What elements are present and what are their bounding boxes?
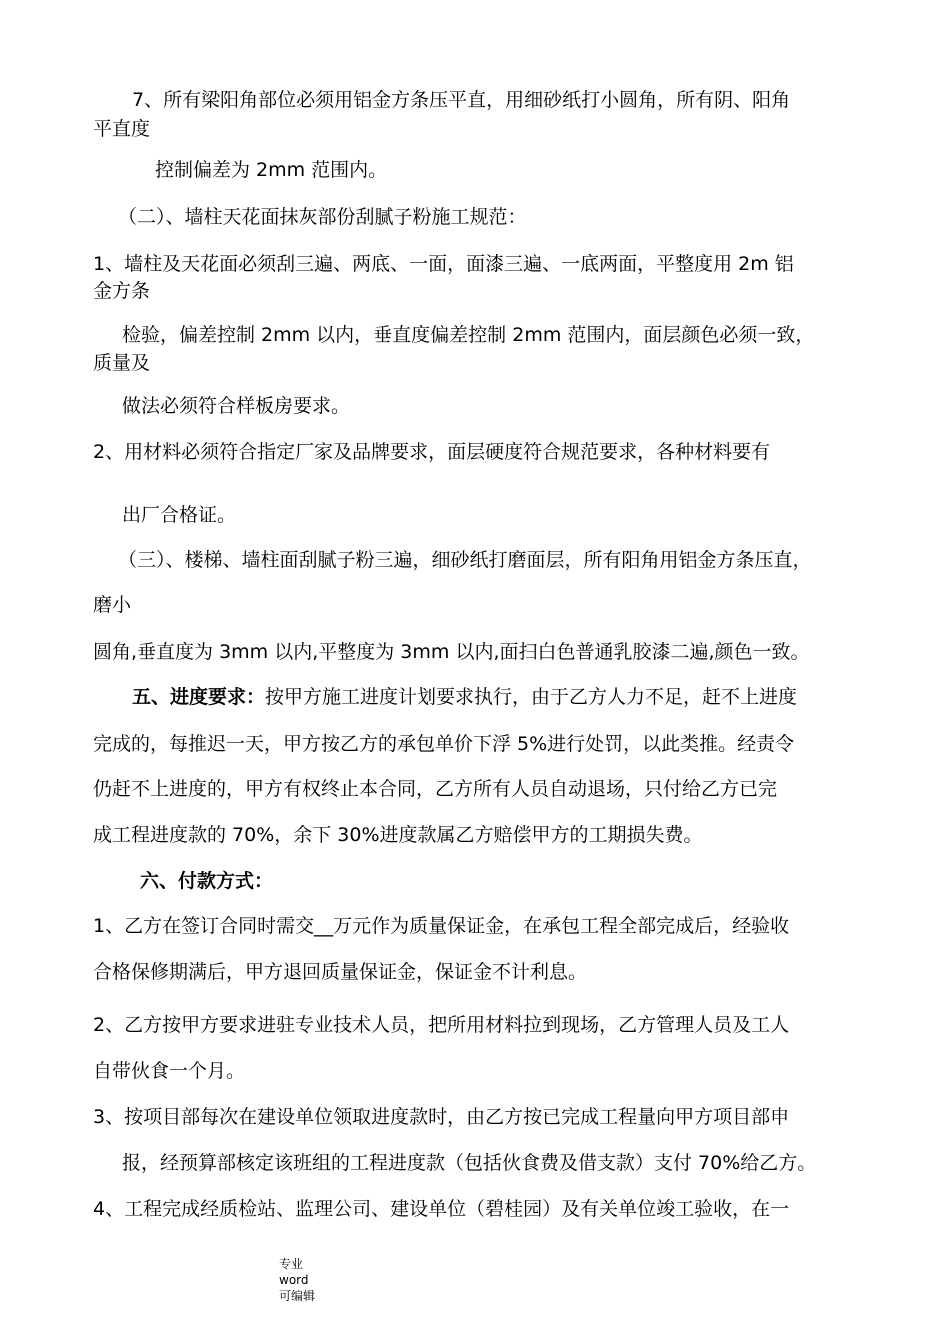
paragraph-line: 出厂合格证。 bbox=[122, 504, 237, 526]
footer-line: 专业 bbox=[279, 1257, 304, 1271]
paragraph-line: 磨小 bbox=[93, 594, 132, 616]
paragraph-line: 圆角,垂直度为 3mm 以内,平整度为 3mm 以内,面扫白色普通乳胶漆二遍,颜色一致。 bbox=[93, 641, 810, 663]
paragraph-line: 2、乙方按甲方要求进驻专业技术人员，把所用材料拉到现场，乙方管理人员及工人 bbox=[93, 1014, 790, 1036]
paragraph-line: 自带伙食一个月。 bbox=[93, 1060, 246, 1082]
paragraph-line: （三）、楼梯、墙柱面刮腻子粉三遍，细砂纸打磨面层，所有阳角用铝金方条压直， bbox=[118, 549, 812, 571]
paragraph-line: 成工程进度款的 70%，余下 30%进度款属乙方赔偿甲方的工期损失费。 bbox=[93, 824, 703, 846]
paragraph-line: 质量及 bbox=[93, 352, 151, 374]
section-5-heading: 五、进度要求： bbox=[132, 686, 266, 708]
paragraph-line: 完成的，每推迟一天，甲方按乙方的承包单价下浮 5%进行处罚，以此类推。经责令 bbox=[93, 733, 795, 755]
paragraph-line: 合格保修期满后，甲方退回质量保证金，保证金不计利息。 bbox=[93, 961, 588, 983]
section-6-heading: 六、付款方式： bbox=[140, 870, 274, 892]
paragraph-line: 1、乙方在签订合同时需交__万元作为质量保证金，在承包工程全部完成后，经验收 bbox=[93, 915, 790, 937]
paragraph-line: 4、工程完成经质检站、监理公司、建设单位（碧桂园）及有关单位竣工验收，在一 bbox=[93, 1198, 790, 1220]
footer-line: 可编辑 bbox=[279, 1289, 316, 1303]
paragraph-line: 做法必须符合样板房要求。 bbox=[122, 395, 351, 417]
page-footer bbox=[279, 1256, 315, 1304]
footer-line: word bbox=[279, 1273, 309, 1287]
paragraph-line: 3、按项目部每次在建设单位领取进度款时，由乙方按已完成工程量向甲方项目部申 bbox=[93, 1106, 790, 1128]
paragraph-line: 平直度 bbox=[93, 118, 151, 140]
paragraph-line: 检验，偏差控制 2mm 以内，垂直度偏差控制 2mm 范围内，面层颜色必须一致， bbox=[122, 324, 815, 346]
paragraph-line: 仍赶不上进度的，甲方有权终止本合同，乙方所有人员自动退场，只付给乙方已完 bbox=[93, 778, 778, 800]
paragraph-line: 2、用材料必须符合指定厂家及品牌要求，面层硬度符合规范要求，各种材料要有 bbox=[93, 441, 771, 463]
paragraph-line: 1、墙柱及天花面必须刮三遍、两底、一面，面漆三遍、一底两面，平整度用 2m 铝 bbox=[93, 253, 794, 275]
paragraph-line: 金方条 bbox=[93, 280, 151, 302]
section-5-first-line bbox=[132, 685, 797, 709]
paragraph-line: 控制偏差为 2mm 范围内。 bbox=[155, 159, 388, 181]
paragraph-line: （二）、墙柱天花面抹灰部份刮腻子粉施工规范： bbox=[118, 206, 527, 228]
paragraph-line: 7、所有梁阳角部位必须用铝金方条压平直，用细砂纸打小圆角，所有阴、阳角 bbox=[132, 89, 791, 111]
paragraph-line: 报，经预算部核定该班组的工程进度款（包括伙食费及借支款）支付 70%给乙方。 bbox=[122, 1152, 817, 1174]
section-5-text: 按甲方施工进度计划要求执行，由于乙方人力不足，赶不上进度 bbox=[265, 686, 798, 708]
